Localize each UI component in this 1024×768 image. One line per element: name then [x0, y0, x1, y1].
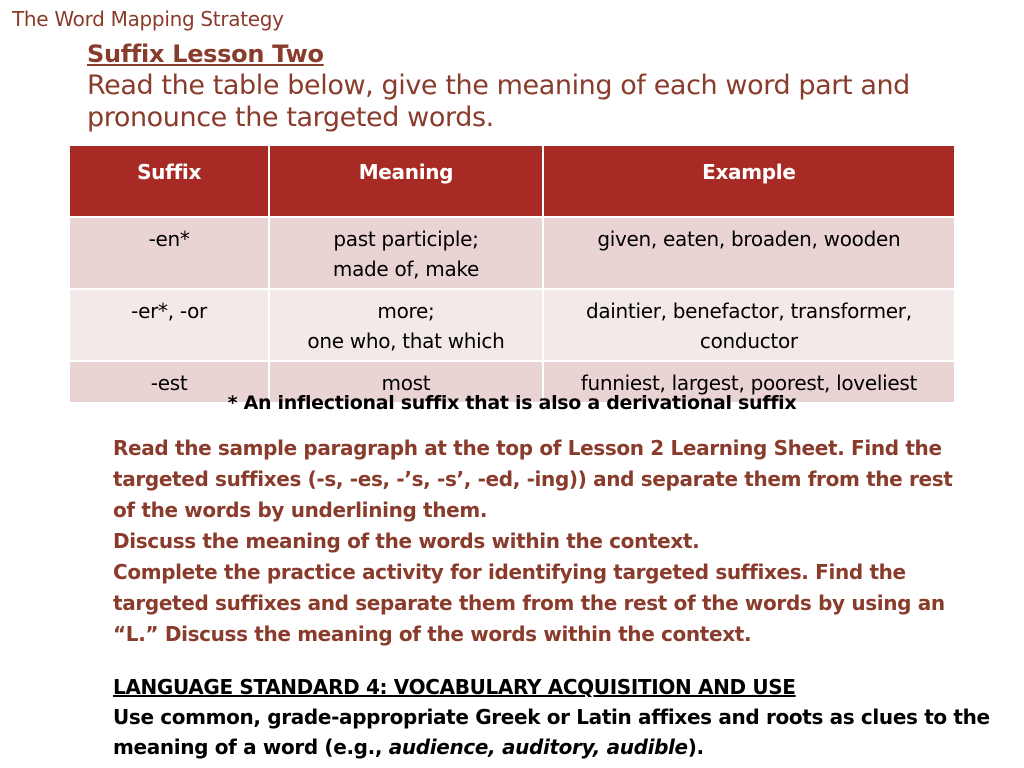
- meaning-line: made of, make: [332, 257, 479, 281]
- meaning-line: one who, that which: [307, 329, 505, 353]
- suffix-table: [68, 144, 956, 404]
- presentation-title: The Word Mapping Strategy: [12, 7, 284, 31]
- example-cell: given, eaten, broaden, wooden: [543, 217, 955, 289]
- example-cell: daintier, benefactor, transformer, conductor: [543, 289, 955, 361]
- suffix-cell: -est: [69, 361, 269, 403]
- standard-text: [113, 702, 993, 762]
- language-standard: [113, 672, 993, 762]
- table-header-row: [69, 145, 955, 217]
- meaning-line: past participle;: [333, 227, 479, 251]
- table-row: [69, 289, 955, 361]
- column-header-example: Example: [543, 145, 955, 217]
- standard-title: LANGUAGE STANDARD 4: VOCABULARY ACQUISITION AND USE: [113, 675, 796, 699]
- column-header-suffix: Suffix: [69, 145, 269, 217]
- meaning-cell: [269, 289, 543, 361]
- instruction-step: Complete the practice activity for identifying targeted suffixes. Find the targeted suffixes and separate them from the rest of the words by using an “L.” Discuss the meaning of the words within the context.: [113, 560, 945, 646]
- meaning-line: most: [381, 371, 431, 395]
- table-footnote: * An inflectional suffix that is also a derivational suffix: [227, 392, 797, 414]
- lesson-title: Suffix Lesson Two: [87, 40, 324, 68]
- standard-text-suffix: ).: [687, 735, 704, 759]
- instruction-step: Discuss the meaning of the words within the context.: [113, 529, 700, 553]
- instruction-step: Read the sample paragraph at the top of Lesson 2 Learning Sheet. Find the targeted suffixes (-s, -es, -’s, -s’, -ed, -ing)) and separate them from the rest of the words by underlining them.: [113, 436, 953, 522]
- meaning-line: more;: [377, 299, 435, 323]
- standard-examples: audience, auditory, audible: [388, 735, 688, 759]
- instructions-block: [113, 433, 973, 650]
- meaning-cell: [269, 217, 543, 289]
- suffix-cell: -er*, -or: [69, 289, 269, 361]
- table-row: [69, 217, 955, 289]
- example-cell: funniest, largest, poorest, loveliest: [543, 361, 955, 403]
- column-header-meaning: Meaning: [269, 145, 543, 217]
- suffix-cell: -en*: [69, 217, 269, 289]
- lesson-subtitle: Read the table below, give the meaning of each word part and pronounce the targeted words.: [87, 70, 910, 133]
- standard-text-prefix: Use common, grade-appropriate Greek or Latin affixes and roots as clues to the meaning of a word (e.g.,: [113, 705, 990, 759]
